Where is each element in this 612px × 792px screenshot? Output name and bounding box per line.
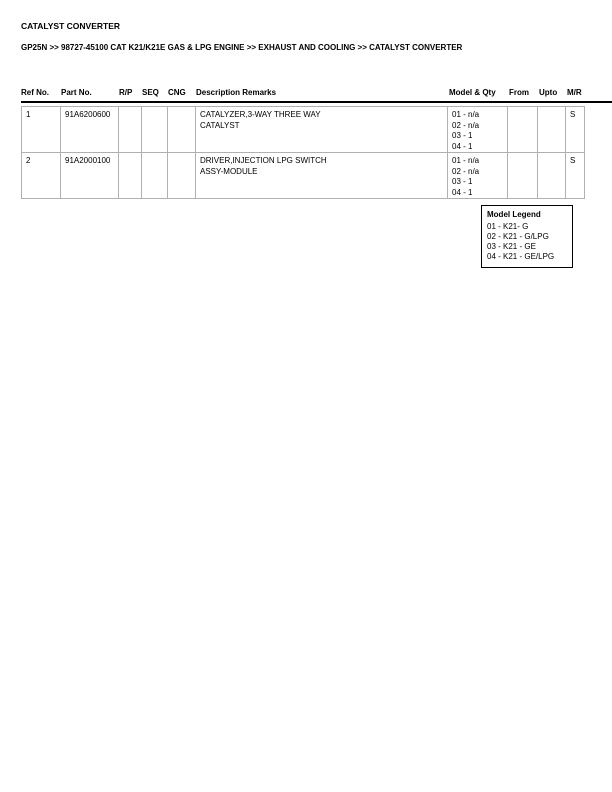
- cell-mr: S: [566, 107, 585, 153]
- header-from: From: [509, 88, 529, 97]
- model-legend: [481, 205, 573, 268]
- cell-upto: [538, 153, 566, 199]
- qty-line: 04 - 1: [452, 141, 473, 151]
- description-line: ASSY-MODULE: [200, 166, 258, 176]
- cell-mr: S: [566, 153, 585, 199]
- cell-seq: [142, 107, 168, 153]
- header-description: Description Remarks: [196, 88, 277, 97]
- header-divider: [21, 101, 612, 103]
- breadcrumb: GP25N >> 98727-45100 CAT K21/K21E GAS & LPG ENGINE >> EXHAUST AND COOLING >> CATALYST CONVERTER: [21, 43, 463, 52]
- page-title: CATALYST CONVERTER: [21, 21, 121, 31]
- legend-title: Model Legend: [487, 210, 541, 219]
- cell-part-no: 91A2000100: [61, 153, 119, 199]
- cell-model-qty: [448, 153, 508, 199]
- cell-description: [196, 153, 448, 199]
- header-rp: R/P: [119, 88, 133, 97]
- cell-ref-no: 1: [22, 107, 61, 153]
- cell-rp: [119, 153, 142, 199]
- parts-table: [21, 106, 585, 199]
- cell-upto: [538, 107, 566, 153]
- cell-description: [196, 107, 448, 153]
- description-line: CATALYST: [200, 120, 240, 130]
- header-ref-no: Ref No.: [21, 88, 49, 97]
- description-line: CATALYZER,3-WAY THREE WAY: [200, 110, 321, 119]
- table-row[interactable]: [22, 153, 585, 199]
- legend-item: 01 - K21- G: [487, 222, 529, 231]
- qty-line: 02 - n/a: [452, 120, 480, 130]
- header-upto: Upto: [539, 88, 558, 97]
- cell-from: [508, 153, 538, 199]
- header-part-no: Part No.: [61, 88, 92, 97]
- table-row[interactable]: [22, 107, 585, 153]
- cell-model-qty: [448, 107, 508, 153]
- cell-rp: [119, 107, 142, 153]
- qty-line: 03 - 1: [452, 131, 473, 140]
- qty-line: 02 - n/a: [452, 166, 480, 176]
- cell-cng: [168, 107, 196, 153]
- header-cng: CNG: [168, 88, 186, 97]
- header-seq: SEQ: [142, 88, 159, 97]
- qty-line: 01 - n/a: [452, 156, 480, 165]
- cell-from: [508, 107, 538, 153]
- qty-line: 01 - n/a: [452, 110, 480, 119]
- cell-part-no: 91A6200600: [61, 107, 119, 153]
- qty-line: 04 - 1: [452, 187, 473, 197]
- header-mr: M/R: [567, 88, 582, 97]
- legend-item: 02 - K21 - G/LPG: [487, 232, 549, 241]
- cell-cng: [168, 153, 196, 199]
- header-model-qty: Model & Qty: [449, 88, 496, 97]
- cell-ref-no: 2: [22, 153, 61, 199]
- legend-item: 04 - K21 - GE/LPG: [487, 252, 555, 261]
- qty-line: 03 - 1: [452, 177, 473, 186]
- cell-seq: [142, 153, 168, 199]
- legend-item: 03 - K21 - GE: [487, 242, 536, 251]
- description-line: DRIVER,INJECTION LPG SWITCH: [200, 156, 327, 165]
